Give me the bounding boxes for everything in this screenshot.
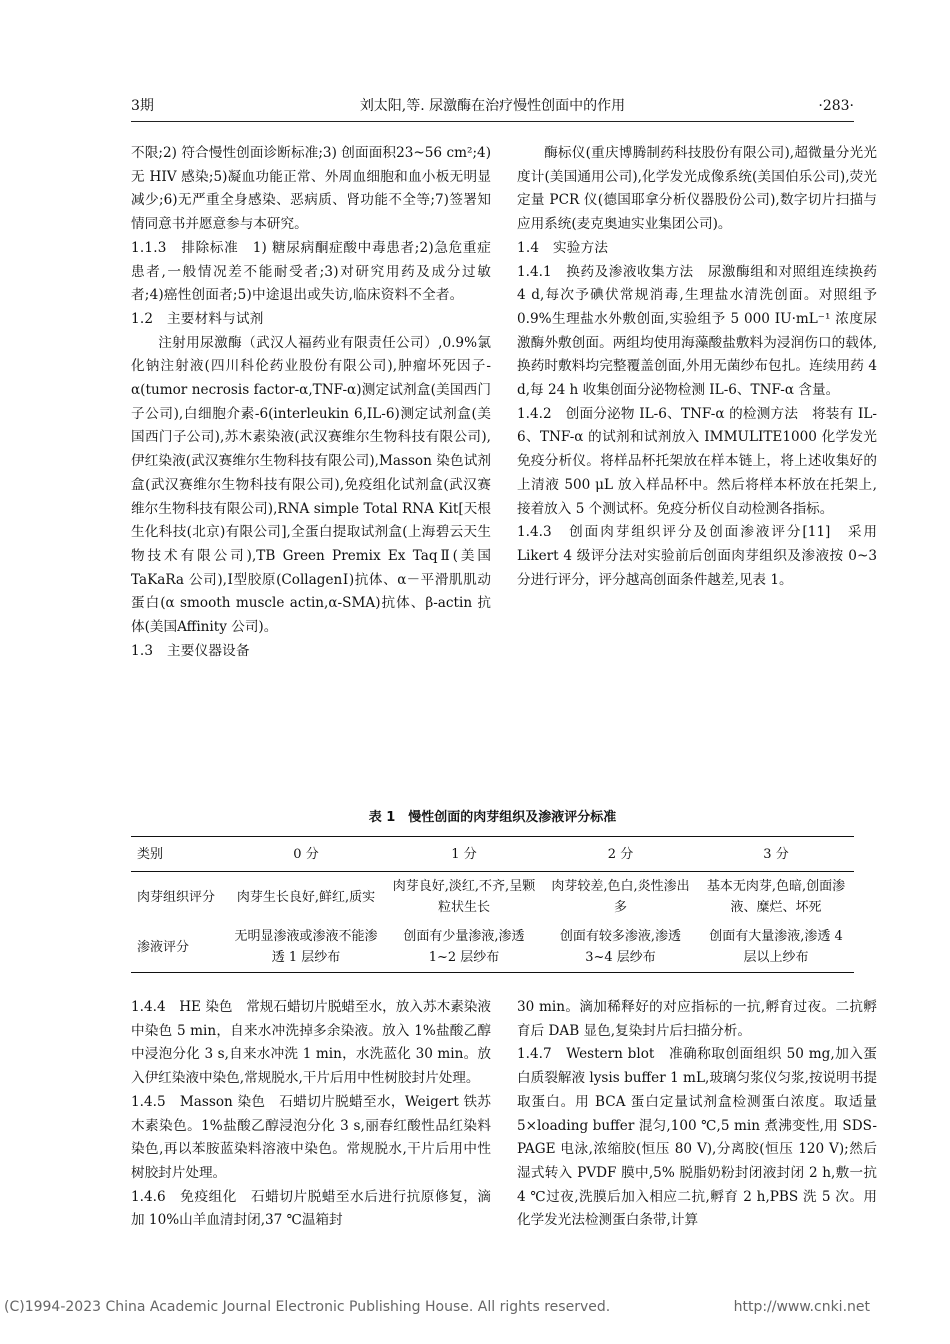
materials-paragraph: 注射用尿激酶（武汉人福药业有限责任公司）,0.9%氯化钠注射液(四川科伦药业股份有限公司),肿瘤坏死因子-α(tumor necrosis factor-α,TNF-α)测定试剂盒(美国西门子公司),白细胞介素-6(interleukin 6,IL-6)测定试剂盒(美国西门子公司),苏木素染液(武汉赛维尔生物科技有限公司),伊红染液(武汉赛维尔生物科技有限公司),Masson 染色试剂盒(武汉赛维尔生物科技有限公司),免疫组化试剂盒(武汉赛维尔生物科技有限公司),RNA simple Total RNA Kit[天根生化科技(北京)有限公司],全蛋白提取试剂盒(上海碧云天生物技术有限公司),TB Green Premix Ex TaqⅡ(美国 TaKaRa 公司),Ⅰ型胶原(CollagenⅠ)抗体、α－平滑肌肌动蛋白(α smooth muscle actin,α-SMA)抗体、β-actin 抗体(美国Affinity 公司)。 [131, 334, 491, 636]
running-header [131, 94, 854, 118]
table-cell: 无明显渗液或渗液不能渗透 1 层纱布 [234, 929, 378, 965]
table-header-cell: 1 分 [451, 846, 477, 862]
left-column-top [131, 142, 491, 663]
table-header-cell: 类别 [137, 846, 164, 862]
running-title: 刘太阳,等. 尿激酶在治疗慢性创面中的作用 [359, 98, 626, 114]
table-cell: 肉芽较差,色白,炎性渗出多 [551, 879, 690, 915]
table-cell: 创面有少量渗液,渗透1~2 层纱布 [403, 929, 525, 965]
publisher-link[interactable]: http://www.cnki.net [733, 1299, 870, 1315]
left-column-bottom [131, 996, 491, 1233]
table-cell: 肉芽组织评分 [137, 889, 216, 905]
table-row [131, 922, 854, 973]
table-caption: 表 1 慢性创面的肉芽组织及渗液评分标准 [368, 810, 617, 825]
issue-label: 3期 [131, 98, 154, 114]
inclusion-criteria-continued: 不限;2) 符合慢性创面诊断标准;3) 创面面积23~56 cm²;4)无 HIV 感染;5)凝血功能正常、外周血细胞和血小板无明显减少;6)无严重全身感染、恶病质、肾功能不全等;7)签署知情同意书并愿意参与本研究。 [131, 145, 491, 233]
table-header-cell: 2 分 [607, 846, 634, 862]
method-western-blot: 1.4.7 Western blot 准确称取创面组织 50 mg,加入蛋白质裂解液 lysis buffer 1 mL,玻璃匀浆仪匀浆,按说明书提取蛋白。用 BCA 蛋白定量试剂盒检测蛋白浓度。取适量 5×loading buffer 混匀,100 ℃,5 min 煮沸变性,用 SDS-PAGE 电泳,浓缩胶(恒压 80 V),分离胶(恒压 120 V);然后湿式转入 PVDF 膜中,5% 脱脂奶粉封闭液封闭 2 h,敷一抗 4 ℃过夜,洗膜后加入相应二抗,孵育 2 h,PBS 洗 5 次。用化学发光法检测蛋白条带,计算 [517, 1046, 877, 1229]
method-immunohistochemistry: 1.4.6 免疫组化 石蜡切片脱蜡至水后进行抗原修复，滴加 10%山羊血清封闭,37 ℃温箱封 [131, 1188, 491, 1229]
copyright-text: (C)1994-2023 China Academic Journal Electronic Publishing House. All rights reserved. [4, 1299, 611, 1315]
table-cell: 基本无肉芽,色暗,创面渗液、糜烂、坏死 [706, 879, 846, 915]
copyright-footer [0, 1299, 950, 1321]
table-cell: 创面有大量渗液,渗透 4层以上纱布 [709, 929, 843, 965]
table-cell: 创面有较多渗液,渗透3~4 层纱布 [559, 929, 682, 965]
method-scoring: 1.4.3 创面肉芽组织评分及创面渗液评分[11] 采用 Likert 4 级评分法对实验前后创面肉芽组织及渗液按 0~3 分进行评分，评分越高创面条件越差,见表 1。 [517, 524, 877, 588]
immunohistochemistry-continued: 30 min。滴加稀释好的对应指标的一抗,孵育过夜。二抗孵育后 DAB 显色,复染封片后扫描分析。 [517, 999, 877, 1039]
right-column-bottom [517, 996, 877, 1233]
page-number: ·283· [818, 98, 854, 114]
method-detection: 1.4.2 创面分泌物 IL-6、TNF-α 的检测方法 将装有 IL-6、TNF-α 的试剂和试剂放入 IMMULITE1000 化学发光免疫分析仪。将样品杯托架放在样本链上，将上述收集好的上清液 500 μL 放入样品杯中。然后将样本杯放在托架上,接着放入 5 个测试杯。免疫分析仪自动检测各指标。 [517, 405, 877, 517]
scoring-table [131, 836, 854, 973]
table-cell: 渗液评分 [137, 939, 190, 955]
section-heading-methods: 1.4 实验方法 [517, 239, 609, 256]
instruments-paragraph: 酶标仪(重庆博腾制药科技股份有限公司),超微量分光光度计(美国通用公司),化学发光成像系统(美国伯乐公司),荧光定量 PCR 仪(德国耶拿分析仪器股份公司),数字切片扫描与应用系统(麦克奥迪实业集团公司)。 [517, 145, 877, 233]
method-he-staining: 1.4.4 HE 染色 常规石蜡切片脱蜡至水，放入苏木素染液中染色 5 min，自来水冲洗掉多余染液。放入 1%盐酸乙醇中浸泡分化 3 s,自来水冲洗 1 min，水洗蓝化 30 min。放入伊红染液中染色,常规脱水,干片后用中性树胶封片处理。 [131, 999, 491, 1087]
table-cell: 肉芽良好,淡红,不齐,呈颗粒状生长 [392, 879, 536, 915]
method-dressing-change: 1.4.1 换药及渗液收集方法 尿激酶组和对照组连续换药 4 d,每次予碘伏常规消毒,生理盐水清洗创面。对照组予 0.9%生理盐水外敷创面,实验组予 5 000 IU·mL⁻¹ 浓度尿激酶外敷创面。两组均使用海藻酸盐敷料为浸润伤口的载体,换药时敷料均完整覆盖创面,外用无菌纱布包扎。连续用药 4 d,每 24 h 收集创面分泌物检测 IL-6、TNF-α 含量。 [517, 263, 877, 399]
table-cell: 肉芽生长良好,鲜红,质实 [236, 889, 376, 905]
section-heading-materials: 1.2 主要材料与试剂 [131, 310, 264, 327]
exclusion-criteria: 1.1.3 排除标准 1) 糖尿病酮症酸中毒患者;2)急危重症患者,一般情况差不能耐受者;3)对研究用药及成分过敏者;4)癌性创面者;5)中途退出或失访,临床资料不全者。 [131, 239, 491, 304]
table-row [131, 872, 854, 923]
section-heading-instruments: 1.3 主要仪器设备 [131, 642, 250, 659]
method-masson-staining: 1.4.5 Masson 染色 石蜡切片脱蜡至水，Weigert 铁苏木素染色。1%盐酸乙醇浸泡分化 3 s,丽春红酸性品红染料染色,再以苯胺蓝染料溶液中染色。常规脱水,干片后用中性树胶封片处理。 [131, 1093, 491, 1181]
table-header-cell: 3 分 [763, 846, 789, 862]
right-column-top [517, 142, 877, 592]
table-header-cell: 0 分 [293, 846, 319, 862]
header-rule [131, 121, 854, 122]
table-header-row [131, 837, 854, 872]
